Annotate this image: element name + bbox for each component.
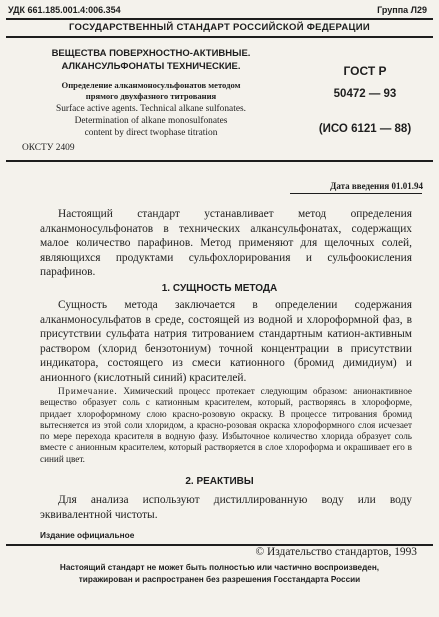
iso-reference: (ИСО 6121 — 88) — [318, 123, 412, 135]
note-label: Примечание. — [58, 386, 118, 396]
header-top-rule — [6, 18, 433, 20]
udk-code: УДК 661.185.001.4:006.354 — [8, 5, 121, 15]
intro-paragraph — [40, 207, 412, 280]
header-bottom-rule — [6, 36, 433, 38]
gost-number: 50472 — 93 — [333, 88, 397, 100]
copyright-line: © Издательство стандартов, 1993 — [255, 546, 417, 558]
section-1-paragraph — [40, 298, 412, 386]
title-en-line3: content by direct twophase titration — [84, 128, 218, 138]
section-1-heading: 1. СУЩНОСТЬ МЕТОДА — [161, 283, 278, 294]
reproduction-notice-line1: Настоящий стандарт не может быть полностью или частично воспроизведен, — [59, 563, 380, 572]
title-ru-line2: АЛКАНСУЛЬФОНАТЫ ТЕХНИЧЕСКИЕ. — [61, 61, 241, 72]
official-edition-label: Издание официальное — [40, 530, 135, 540]
subtitle-ru-line1: Определение алканмоносульфонатов методом — [61, 80, 241, 90]
note-text: Химический процесс протекает следующим образом: анионактивное вещество образует соль с катионным красителем, который, растворяясь в хлороформе, придает хлороформному слою красно-розовую окраску. В процессе титрования бромид вытесняется из этой соли хлоридом, а красно-розовая окраска хлороформного слоя исчезает по мере перехода красителя в водную фазу. Избыточное количество хлорида образует соль вместе с анионным красителем, который растворяется в слое хлороформа и окрашивает его в синий цвет. — [40, 386, 413, 464]
intro-paragraph-text: Настоящий стандарт устанавливает метод определения алканмоносульфонатов в технических алкансульфонатах, содержащих малое количество парафинов. Метод применяют для щелочных солей, являющихся продуктами сульфохлорирования и сульфоокисления парафинов. — [40, 208, 412, 279]
title-en-line1: Surface active agents. Technical alkane sulfonates. — [56, 104, 246, 114]
title-block-rule — [6, 160, 433, 162]
section-1-note — [40, 386, 412, 465]
section-2-paragraph — [40, 493, 412, 523]
standard-banner: ГОСУДАРСТВЕННЫЙ СТАНДАРТ РОССИЙСКОЙ ФЕДЕРАЦИИ — [69, 22, 370, 33]
section-2-heading: 2. РЕАКТИВЫ — [185, 476, 254, 487]
subtitle-ru-line2: прямого двухфазного титрования — [85, 91, 217, 101]
okstu-code: ОКСТУ 2409 — [22, 143, 75, 153]
intro-date: Дата введения 01.01.94 — [330, 181, 423, 191]
gost-label: ГОСТ Р — [343, 64, 387, 78]
section-1-paragraph-text: Сущность метода заключается в определении содержания алканмоносульфатов в среде, состоящей из водной и хлороформной фаз, в присутствии сульфата натрия титрованием стандартным катион-активным раствором (хлорид бензотониум) точной концентрации в присутствии индикатора, состоящего из смеси катионного (бромид димидиум) и анионного (кислотный синий) красителей. — [40, 299, 412, 384]
title-en-line2: Determination of alkane monosulfonates — [74, 116, 228, 126]
group-code: Группа Л29 — [377, 5, 427, 15]
date-underline — [290, 193, 422, 194]
reproduction-notice-line2: тиражирован и распространен без разрешения Госстандарта России — [78, 575, 361, 584]
title-ru-line1: ВЕЩЕСТВА ПОВЕРХНОСТНО-АКТИВНЫЕ. — [51, 48, 251, 59]
section-2-paragraph-text: Для анализа используют дистиллированную воду или воду эквивалентной чистоты. — [40, 494, 412, 521]
